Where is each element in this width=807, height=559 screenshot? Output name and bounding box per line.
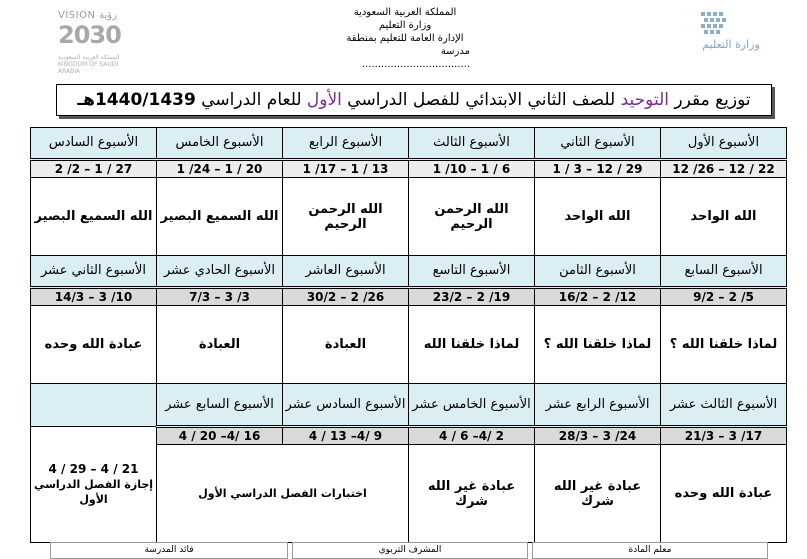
week-cell: الأسبوع التاسع xyxy=(409,256,535,288)
lesson-cell: عبادة غير الله شرك xyxy=(409,445,535,543)
week-cell: الأسبوع الثالث عشر xyxy=(661,384,787,427)
date-cell: 5/ 2 – 9/2 xyxy=(661,288,787,306)
title-prefix: توزيع مقرر xyxy=(669,90,751,110)
school-line: مدرسة .................................. xyxy=(361,46,470,70)
semester-break-cell xyxy=(31,427,157,543)
week-cell: الأسبوع الثاني عشر xyxy=(31,256,157,288)
kingdom-line: المملكة العربية السعودية xyxy=(353,7,457,18)
principal-signature: قائد المدرسة xyxy=(50,542,288,559)
title-year: 1440/1439هـ xyxy=(77,90,196,110)
vision-2030-logo xyxy=(52,8,132,75)
date-cell: 6 / 1 – 10/ 1 xyxy=(409,160,535,178)
lesson-cell: عبادة الله وحده xyxy=(31,306,157,384)
dates-row-3 xyxy=(31,427,787,445)
week-cell: الأسبوع الرابع xyxy=(283,128,409,160)
moe-logo-name: وزارة التعليم xyxy=(702,38,760,51)
week-cell: الأسبوع الثامن xyxy=(535,256,661,288)
week-cell: الأسبوع العاشر xyxy=(283,256,409,288)
lesson-cell: الله الرحمن الرحيم xyxy=(409,178,535,256)
lesson-cell: عبادة الله وحده xyxy=(661,445,787,543)
weeks-row-3 xyxy=(31,384,787,427)
week-cell: الأسبوع السابع عشر xyxy=(157,384,283,427)
lesson-cell: الله الرحمن الرحيم xyxy=(283,178,409,256)
vision-year: 2030 xyxy=(58,21,121,49)
week-cell-blank xyxy=(31,384,157,427)
title-subject: التوحيد xyxy=(620,90,670,110)
lesson-cell: العبادة xyxy=(283,306,409,384)
date-cell: 12/ 2 – 16/2 xyxy=(535,288,661,306)
date-cell: 2 /4– 6 / 4 xyxy=(409,427,535,445)
vision-label: VISION رؤية xyxy=(58,10,117,21)
week-cell: الأسبوع الثالث xyxy=(409,128,535,160)
vision-subtitle: المملكة العربية السعودية KINGDOM OF SAUDI ARABIA xyxy=(58,54,120,75)
dates-row-1 xyxy=(31,160,787,178)
lesson-cell: الله الواحد xyxy=(535,178,661,256)
date-cell: 16 /4– 20 / 4 xyxy=(157,427,283,445)
week-cell: الأسبوع الخامس xyxy=(157,128,283,160)
date-cell: 9 /4– 13 / 4 xyxy=(283,427,409,445)
week-cell: الأسبوع الثاني xyxy=(535,128,661,160)
week-cell: الأسبوع الأول xyxy=(661,128,787,160)
page-header xyxy=(0,0,807,78)
date-cell: 26/ 2 – 30/2 xyxy=(283,288,409,306)
moe-emblem-icon xyxy=(699,10,729,36)
title-suffix: للعام الدراسي xyxy=(195,90,307,110)
date-cell: 10/ 3 – 14/3 xyxy=(31,288,157,306)
lesson-cell: لماذا خلقنا الله xyxy=(409,306,535,384)
curriculum-distribution-table xyxy=(30,127,787,543)
dates-row-2 xyxy=(31,288,787,306)
lesson-cell: الله السميع البصير xyxy=(31,178,157,256)
ministry-line: وزارة التعليم xyxy=(378,20,432,31)
date-cell: 17/ 3 – 21/3 xyxy=(661,427,787,445)
date-cell: 3/ 3 – 7/3 xyxy=(157,288,283,306)
lesson-cell: لماذا خلقنا الله ؟ xyxy=(535,306,661,384)
weeks-row-2 xyxy=(31,256,787,288)
title-middle: للصف الثاني الابتدائي للفصل الدراسي xyxy=(341,90,621,110)
ministry-header xyxy=(330,6,480,71)
week-cell: الأسبوع الخامس عشر xyxy=(409,384,535,427)
lesson-cell: عبادة غير الله شرك xyxy=(535,445,661,543)
date-cell: 24/ 3 – 28/3 xyxy=(535,427,661,445)
weeks-row-1 xyxy=(31,128,787,160)
lesson-cell: العبادة xyxy=(157,306,283,384)
teacher-signature: معلم المادة xyxy=(532,542,768,559)
supervisor-signature: المشرف التربوي xyxy=(292,542,528,559)
lessons-row-1 xyxy=(31,178,787,256)
lessons-row-2 xyxy=(31,306,787,384)
date-cell: 20 / 1 – 24/ 1 xyxy=(157,160,283,178)
week-cell: الأسبوع السابع xyxy=(661,256,787,288)
lesson-cell: لماذا خلقنا الله ؟ xyxy=(661,306,787,384)
week-cell: الأسبوع الحادي عشر xyxy=(157,256,283,288)
exams-cell: اختبارات الفصل الدراسي الأول xyxy=(157,445,409,543)
ministry-of-education-logo xyxy=(695,10,767,60)
lesson-cell: الله الواحد xyxy=(661,178,787,256)
week-cell: الأسبوع الرابع عشر xyxy=(535,384,661,427)
date-cell: 19/ 2 – 23/2 xyxy=(409,288,535,306)
date-cell: 22 / 12 – 26/ 12 xyxy=(661,160,787,178)
date-cell: 29 / 12 – 3 / 1 xyxy=(535,160,661,178)
week-cell: الأسبوع السادس عشر xyxy=(283,384,409,427)
break-label: إجازة الفصل الدراسي الأول xyxy=(33,478,154,506)
lesson-cell: الله السميع البصير xyxy=(157,178,283,256)
directorate-line: الإدارة العامة للتعليم بمنطقة xyxy=(346,33,464,44)
date-cell: 27 / 1 – 2/ 2 xyxy=(31,160,157,178)
page-title xyxy=(56,84,772,116)
week-cell: الأسبوع السادس xyxy=(31,128,157,160)
break-dates: 21 / 4 – 29 / 4 xyxy=(48,462,139,476)
title-semester: الأول xyxy=(306,90,342,110)
date-cell: 13 / 1 – 17/ 1 xyxy=(283,160,409,178)
